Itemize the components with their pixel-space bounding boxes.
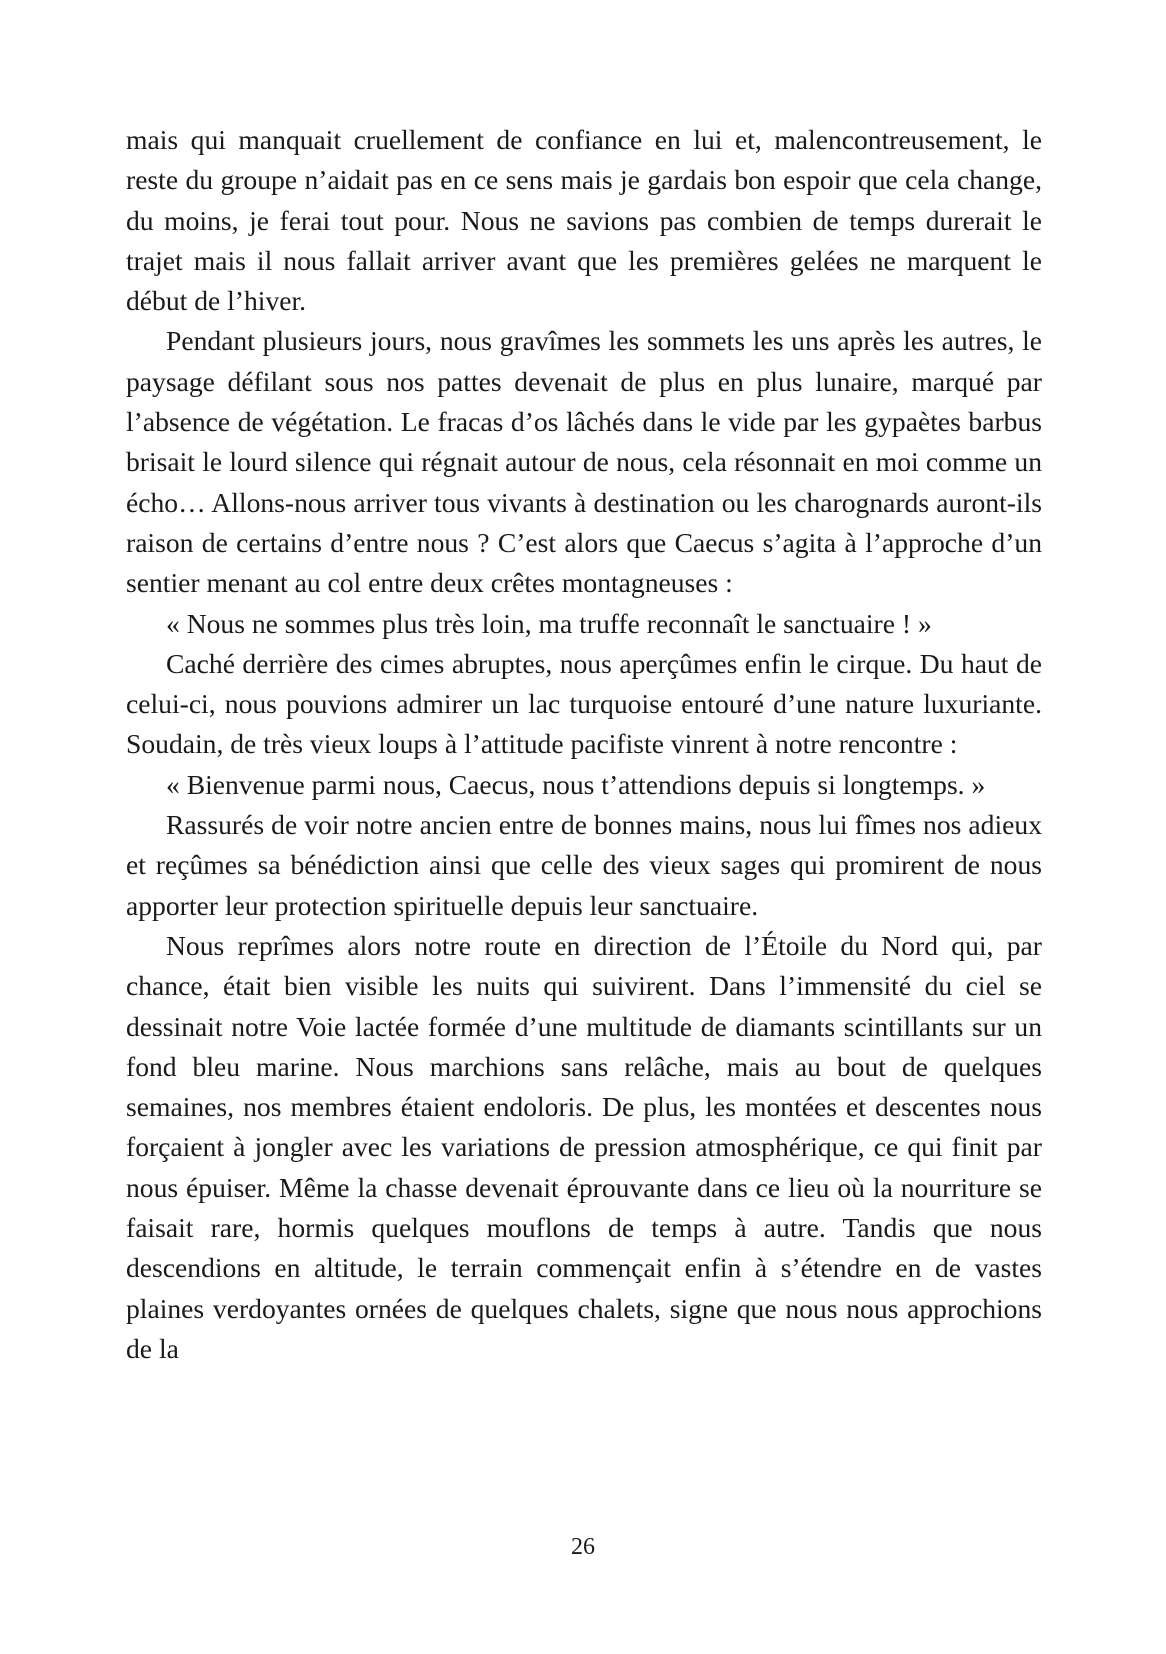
dialogue-paragraph: « Nous ne sommes plus très loin, ma truffe reconnaît le sanctuaire ! » — [166, 607, 932, 639]
paragraph: Nous reprîmes alors notre route en direction de l’Étoile du Nord qui, par chance, était bien visible les nuits qui suivirent. Dans l’immensité du ciel se dessinait notre Voie lactée formée d’une multitude de diamants scintillants sur un fond bleu marine. Nous marchions sans relâche, mais au bout de quelques semaines, nos membres étaient endoloris. De plus, les montées et descentes nous forçaient à jongler avec les variations de pression atmosphérique, ce qui finit par nous épuiser. Même la chasse devenait éprouvante dans ce lieu où la nourriture se faisait rare, hormis quelques mouflons de temps à autre. Tandis que nous descendions en altitude, le terrain commençait enfin à s’étendre en de vastes plaines verdoyantes ornées de quelques chalets, signe que nous nous approchions de la — [126, 929, 1042, 1364]
paragraph: Rassurés de voir notre ancien entre de bonnes mains, nous lui fîmes nos adieux et reçûmes sa bénédiction ainsi que celle des vieux sages qui promirent de nous apporter leur protection spirituelle depuis leur sanctuaire. — [126, 809, 1042, 921]
page-number: 26 — [571, 1534, 595, 1560]
dialogue-paragraph: « Bienvenue parmi nous, Caecus, nous t’attendions depuis si longtemps. » — [166, 768, 986, 800]
paragraph: Pendant plusieurs jours, nous gravîmes les sommets les uns après les autres, le paysage défilant sous nos pattes devenait de plus en plus lunaire, marqué par l’absence de végétation. Le fracas d’os lâchés dans le vide par les gypaètes barbus brisait le lourd silence qui régnait autour de nous, cela résonnait en moi comme un écho… Allons-nous arriver tous vivants à destination ou les charognards auront-ils raison de certains d’entre nous ? C’est alors que Caecus s’agita à l’approche d’un sentier menant au col entre deux crêtes montagneuses : — [126, 325, 1042, 599]
paragraph: Caché derrière des cimes abruptes, nous aperçûmes enfin le cirque. Du haut de celui-ci, nous pouvions admirer un lac turquoise entouré d’une nature luxuriante. Soudain, de très vieux loups à l’attitude pacifiste vinrent à notre rencontre : — [126, 647, 1042, 760]
paragraph: mais qui manquait cruellement de confiance en lui et, malencontreusement, le reste du groupe n’aidait pas en ce sens mais je gardais bon espoir que cela change, du moins, je ferai tout pour. Nous ne savions pas combien de temps durerait le trajet mais il nous fallait arriver avant que les premières gelées ne marquent le début de l’hiver. — [126, 124, 1042, 317]
page-body — [126, 120, 1042, 1369]
